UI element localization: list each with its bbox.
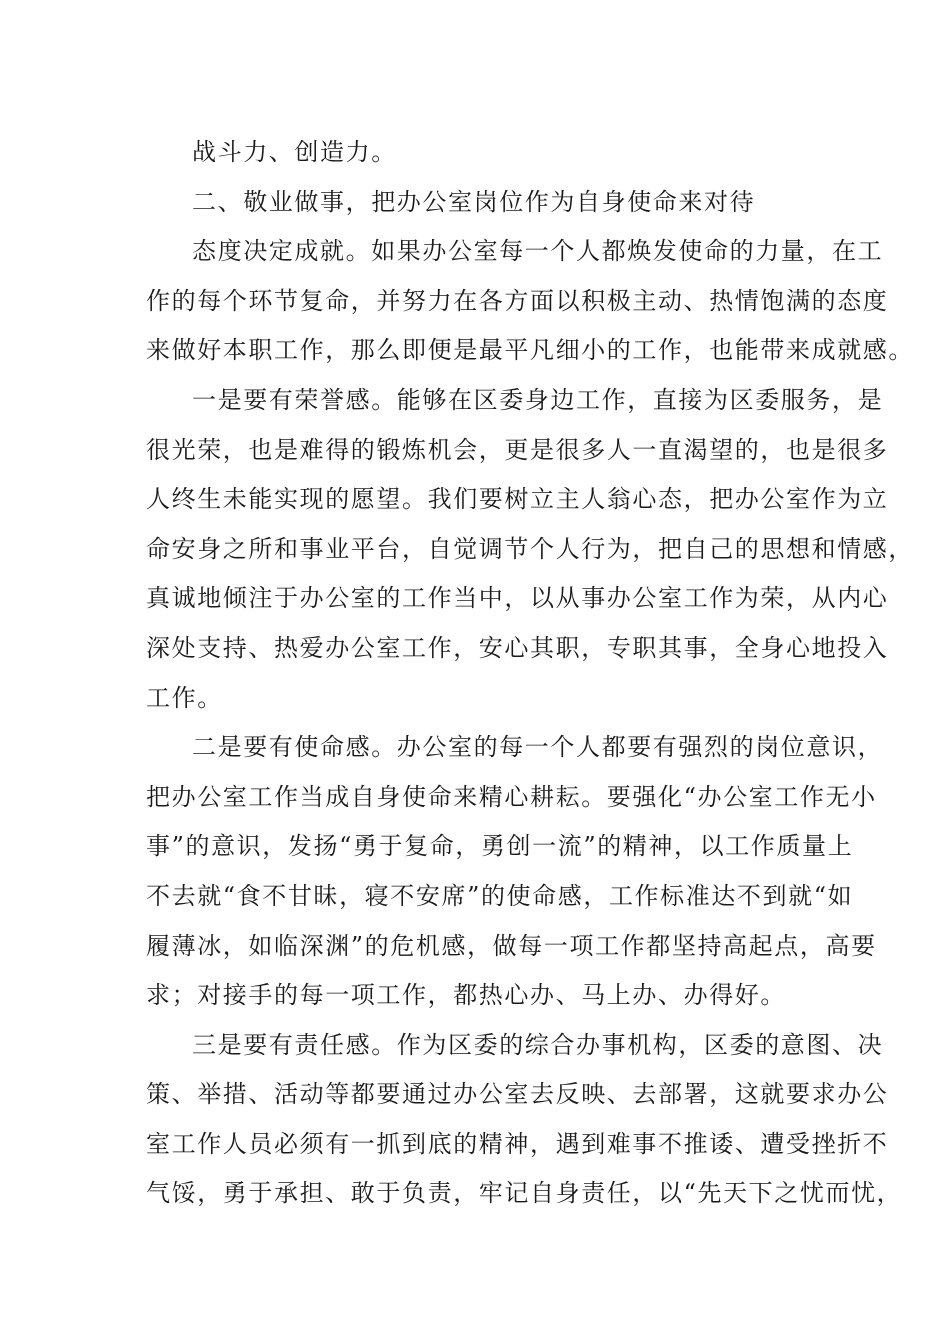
text-line: 把办公室工作当成自身使命来精心耕耘。要强化“办公室工作无小 bbox=[146, 782, 877, 811]
section-heading: 二、敬业做事，把办公室岗位作为自身使命来对待 bbox=[192, 187, 756, 216]
text-line: 履薄冰，如临深渊”的危机感，做每一项工作都坚持高起点，高要 bbox=[146, 931, 877, 960]
text-line: 二是要有使命感。办公室的每一个人都要有强烈的岗位意识， bbox=[192, 733, 884, 762]
text-line: 真诚地倾注于办公室的工作当中，以从事办公室工作为荣，从内心 bbox=[146, 584, 889, 613]
text-line: 人终生未能实现的愿望。我们要树立主人翁心态，把办公室作为立 bbox=[146, 485, 889, 514]
text-line: 求；对接手的每一项工作，都热心办、马上办、办得好。 bbox=[146, 981, 786, 1010]
text-line: 不去就“食不甘昧，寝不安席”的使命感，工作标准达不到就“如 bbox=[146, 881, 854, 910]
text-line: 策、举措、活动等都要通过办公室去反映、去部署，这就要求办公 bbox=[146, 1080, 889, 1109]
text-line: 战斗力、创造力。 bbox=[192, 138, 397, 166]
text-line: 事”的意识，发扬“勇于复命，勇创一流”的精神，以工作质量上 bbox=[146, 832, 854, 861]
text-line: 命安身之所和事业平台，自觉调节个人行为，把自己的思想和情感， bbox=[146, 534, 914, 563]
text-line: 气馁，勇于承担、敢于负责，牢记自身责任，以“先天下之忧而忧， bbox=[146, 1179, 903, 1208]
text-line: 深处支持、热爱办公室工作，安心其职，专职其事，全身心地投入 bbox=[146, 633, 889, 662]
document-body bbox=[146, 128, 914, 1219]
text-line: 一是要有荣誉感。能够在区委身边工作，直接为区委服务，是 bbox=[192, 385, 884, 414]
text-line: 作的每个环节复命，并努力在各方面以积极主动、热情饱满的态度 bbox=[146, 286, 889, 315]
text-line: 三是要有责任感。作为区委的综合办事机构，区委的意图、决 bbox=[192, 1030, 884, 1059]
text-line: 来做好本职工作，那么即便是最平凡细小的工作，也能带来成就感。 bbox=[146, 336, 914, 365]
text-line: 态度决定成就。如果办公室每一个人都焕发使命的力量，在工 bbox=[192, 237, 884, 266]
text-line: 工作。 bbox=[146, 683, 223, 712]
text-line: 室工作人员必须有一抓到底的精神，遇到难事不推诿、遭受挫折不 bbox=[146, 1129, 889, 1158]
text-line: 很光荣，也是难得的锻炼机会，更是很多人一直渴望的，也是很多 bbox=[146, 435, 889, 464]
